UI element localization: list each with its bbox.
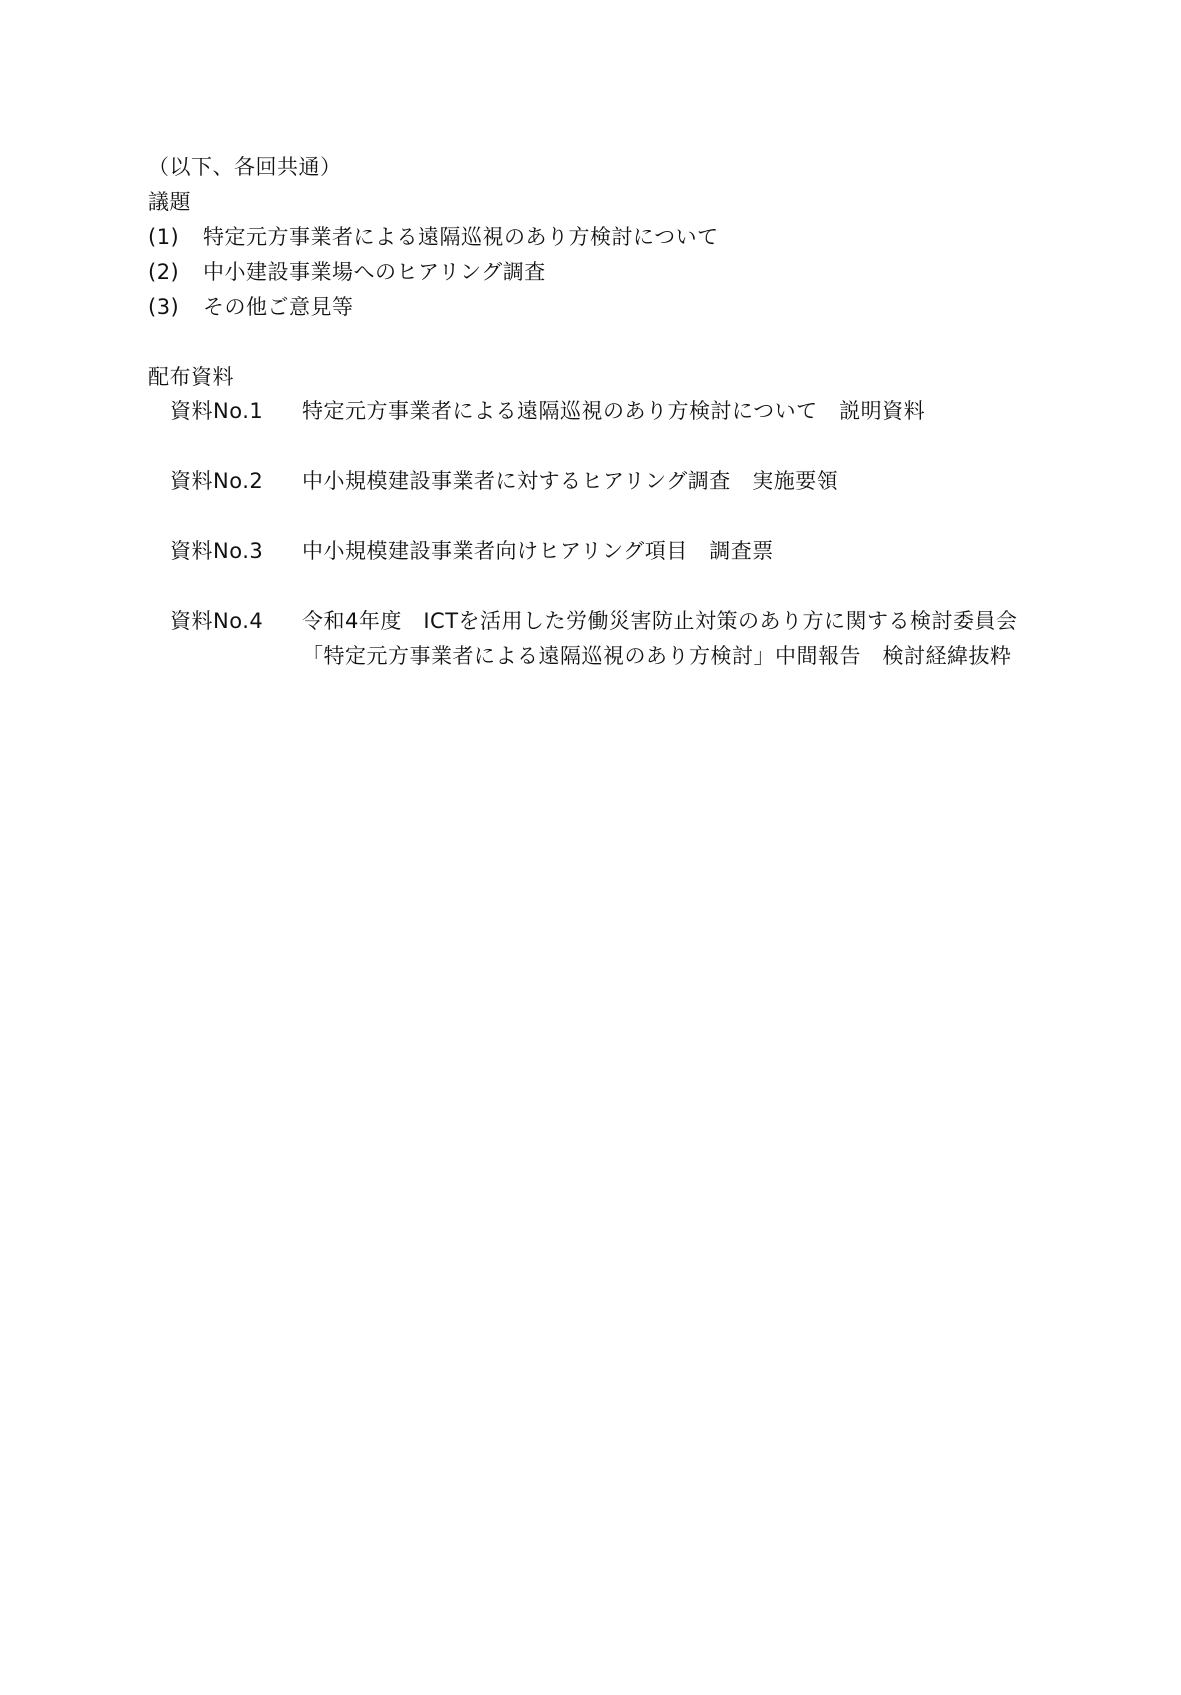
material-label: 資料No.3: [170, 539, 264, 563]
agenda-item-text: 特定元方事業者による遠隔巡視のあり方検討について: [203, 225, 719, 249]
material-title: 中小規模建設事業者に対するヒアリング調査 実施要領: [302, 469, 839, 493]
material-title: 令和4年度 ICTを活用した労働災害防止対策のあり方に関する検討委員会: [302, 609, 1018, 633]
agenda-item-number: (2): [148, 260, 180, 284]
agenda-heading: 議題: [148, 190, 191, 214]
material-label: 資料No.4: [170, 609, 264, 633]
materials-heading: 配布資料: [148, 365, 234, 389]
material-title-line2: 「特定元方事業者による遠隔巡視のあり方検討」中間報告 検討経緯抜粋: [302, 644, 1012, 668]
agenda-item-text: 中小建設事業場へのヒアリング調査: [203, 260, 546, 284]
agenda-item-number: (3): [148, 295, 180, 319]
intro-note: （以下、各回共通）: [148, 155, 342, 179]
material-title: 特定元方事業者による遠隔巡視のあり方検討について 説明資料: [302, 399, 926, 423]
material-title: 中小規模建設事業者向けヒアリング項目 調査票: [302, 539, 774, 563]
agenda-item-text: その他ご意見等: [203, 295, 354, 319]
material-label: 資料No.1: [170, 399, 264, 423]
agenda-item-number: (1): [148, 225, 180, 249]
material-label: 資料No.2: [170, 469, 264, 493]
